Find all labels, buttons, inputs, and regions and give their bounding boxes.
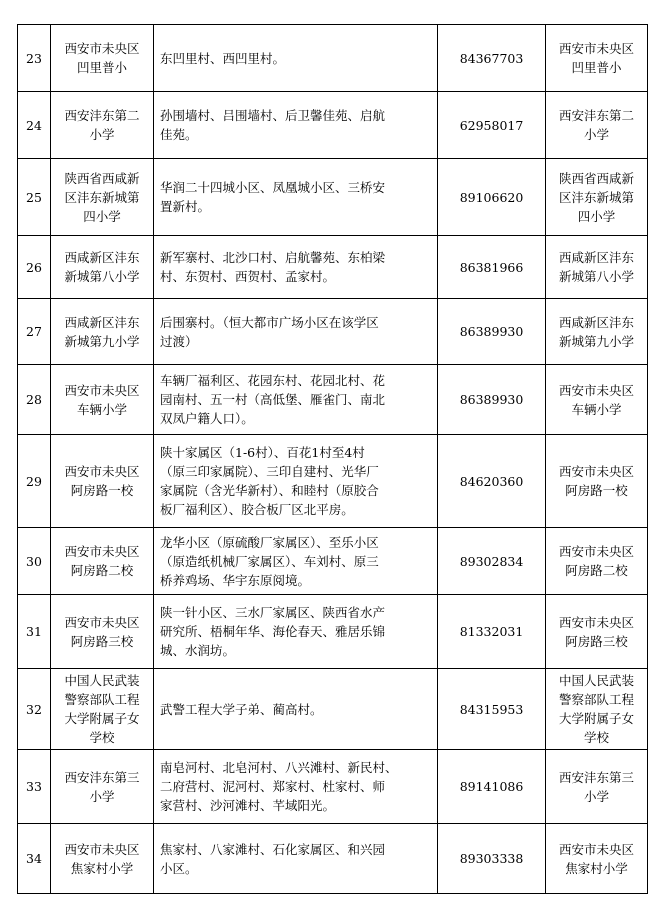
cell-line: 西安沣东第三 — [558, 769, 634, 785]
cell-line: 小学 — [583, 788, 609, 804]
cell-line: 学校 — [583, 730, 609, 745]
school-name-repeat — [546, 528, 648, 595]
cell-line: 西咸新区沣东 — [558, 314, 634, 330]
cell-line: 小学 — [583, 127, 609, 142]
school-name — [51, 365, 154, 435]
school-district-table — [17, 24, 648, 894]
cell-line: 凹里普小 — [76, 60, 127, 75]
cell-line: 西安市未央区 — [64, 841, 140, 857]
phone-number: 62958017 — [438, 92, 546, 159]
row-number: 34 — [18, 824, 51, 894]
table-row — [18, 236, 648, 299]
phone-number: 84315953 — [438, 669, 546, 750]
cell-line: 阿房路一校 — [70, 483, 134, 498]
table-row — [18, 528, 648, 595]
enrollment-area — [154, 299, 438, 365]
cell-line: 城、水润坊。 — [160, 643, 236, 658]
row-number: 29 — [18, 435, 51, 528]
cell-line: 车辆厂福利区、花园东村、花园北村、花 — [160, 373, 386, 388]
cell-line: 阿房路一校 — [565, 483, 628, 498]
cell-line: 龙华小区（原硫酸厂家属区）、至乐小区 — [160, 534, 379, 550]
school-name-repeat — [546, 299, 648, 365]
cell-line: 阿房路三校 — [70, 633, 134, 649]
school-name-repeat — [546, 595, 648, 669]
school-name-repeat — [546, 25, 648, 92]
school-name-repeat — [546, 435, 648, 528]
cell-line: 孙围墙村、吕围墙村、后卫馨佳苑、启航 — [160, 108, 386, 123]
school-name — [51, 299, 154, 365]
cell-line: 南皂河村、北皂河村、八兴滩村、新民村、 — [160, 760, 398, 775]
school-name-repeat — [546, 236, 648, 299]
cell-line: 西安市未央区 — [64, 382, 140, 398]
cell-line: 阿房路三校 — [565, 633, 628, 649]
phone-number: 89141086 — [438, 750, 546, 824]
cell-line: 陕一针小区、三水厂家属区、陕西省水产 — [160, 605, 386, 620]
cell-line: 二府营村、泥河村、郑家村、杜家村、师 — [160, 779, 386, 794]
cell-line: 小区。 — [160, 860, 198, 876]
cell-line: 区沣东新城第 — [558, 189, 634, 205]
phone-number: 81332031 — [438, 595, 546, 669]
cell-line: 双凤户籍人口）。 — [160, 411, 254, 426]
cell-line: 西咸新区沣东 — [64, 314, 140, 330]
enrollment-area — [154, 92, 438, 159]
school-name-repeat — [546, 159, 648, 236]
cell-line: 警察部队工程 — [558, 692, 634, 707]
school-name — [51, 25, 154, 92]
cell-line: 西安市未央区 — [558, 614, 634, 630]
table-row — [18, 669, 648, 750]
cell-line: 凹里普小 — [571, 60, 622, 75]
cell-line: 四小学 — [83, 208, 121, 224]
table-row — [18, 595, 648, 669]
cell-line: 园南村、五一村（高低堡、雁雀门、南北 — [160, 392, 386, 407]
school-name — [51, 750, 154, 824]
cell-line: 四小学 — [577, 208, 616, 224]
cell-line: 佳苑。 — [160, 127, 198, 142]
school-name — [51, 669, 154, 750]
table-row — [18, 159, 648, 236]
table-row — [18, 824, 648, 894]
cell-line: 中国人民武装 — [64, 673, 140, 688]
phone-number: 89302834 — [438, 528, 546, 595]
cell-line: 后围寨村。（恒大都市广场小区在该学区 — [160, 314, 379, 330]
cell-line: 家属院（含光华新村）、和睦村（原胶合 — [160, 483, 379, 498]
cell-line: 陕西省西咸新 — [558, 170, 634, 186]
school-name — [51, 236, 154, 299]
row-number: 26 — [18, 236, 51, 299]
cell-line: 大学附属子女 — [558, 711, 634, 726]
table-row — [18, 92, 648, 159]
cell-line: 研究所、梧桐年华、海伦春天、雅居乐锦 — [160, 624, 386, 639]
cell-line: 西安市未央区 — [558, 841, 634, 857]
cell-line: 村、东贺村、西贺村、孟家村。 — [160, 269, 336, 284]
cell-line: 阿房路二校 — [565, 563, 628, 578]
cell-line: 西安市未央区 — [558, 544, 634, 559]
enrollment-area — [154, 528, 438, 595]
cell-line: 西安沣东第三 — [64, 769, 140, 785]
cell-line: 西安市未央区 — [64, 41, 140, 56]
cell-line: 焦家村、八家滩村、石化家属区、和兴园 — [160, 841, 386, 857]
cell-line: 西安市未央区 — [64, 614, 140, 630]
enrollment-area — [154, 595, 438, 669]
cell-line: 大学附属子女 — [64, 711, 140, 726]
cell-line: 焦家村小学 — [70, 860, 134, 876]
table-row — [18, 750, 648, 824]
cell-line: 华润二十四城小区、凤凰城小区、三桥安 — [160, 180, 386, 195]
cell-line: 武警工程大学子弟、蔺高村。 — [160, 701, 323, 717]
school-name — [51, 528, 154, 595]
phone-number: 84620360 — [438, 435, 546, 528]
phone-number: 84367703 — [438, 25, 546, 92]
table-row — [18, 299, 648, 365]
row-number: 33 — [18, 750, 51, 824]
cell-line: 阿房路二校 — [70, 563, 134, 578]
enrollment-area — [154, 435, 438, 528]
cell-line: 西安市未央区 — [64, 464, 140, 479]
cell-line: 西安市未央区 — [558, 382, 634, 398]
table-row — [18, 435, 648, 528]
cell-line: 西安市未央区 — [558, 41, 634, 56]
cell-line: 车辆小学 — [571, 401, 622, 417]
phone-number: 86389930 — [438, 299, 546, 365]
row-number: 23 — [18, 25, 51, 92]
cell-line: 过渡） — [160, 333, 198, 349]
phone-number: 89303338 — [438, 824, 546, 894]
school-name — [51, 92, 154, 159]
cell-line: 焦家村小学 — [565, 860, 628, 876]
row-number: 27 — [18, 299, 51, 365]
school-name-repeat — [546, 824, 648, 894]
table-body — [18, 25, 648, 894]
table-row — [18, 365, 648, 435]
cell-line: 家营村、沙河滩村、芊域阳光。 — [160, 798, 336, 813]
row-number: 24 — [18, 92, 51, 159]
cell-line: 小学 — [89, 127, 115, 142]
enrollment-area — [154, 159, 438, 236]
cell-line: （原三印家属院）、三印自建村、光华厂 — [160, 464, 379, 479]
cell-line: 板厂福利区）、胶合板厂区北平房。 — [160, 502, 354, 517]
cell-line: 新城第九小学 — [558, 333, 634, 349]
cell-line: 东凹里村、西凹里村。 — [160, 50, 286, 66]
phone-number: 86381966 — [438, 236, 546, 299]
row-number: 30 — [18, 528, 51, 595]
school-name — [51, 159, 154, 236]
cell-line: 西咸新区沣东 — [558, 250, 634, 265]
row-number: 31 — [18, 595, 51, 669]
cell-line: 西安沣东第二 — [64, 108, 140, 123]
cell-line: 置新村。 — [160, 199, 211, 214]
cell-line: 西咸新区沣东 — [64, 250, 140, 265]
table-row — [18, 25, 648, 92]
cell-line: 陕西省西咸新 — [64, 170, 140, 186]
cell-line: 新城第八小学 — [558, 269, 634, 284]
phone-number: 89106620 — [438, 159, 546, 236]
row-number: 28 — [18, 365, 51, 435]
cell-line: 新军寨村、北沙口村、启航馨苑、东柏梁 — [160, 250, 386, 265]
enrollment-area — [154, 750, 438, 824]
enrollment-area — [154, 25, 438, 92]
enrollment-area — [154, 824, 438, 894]
phone-number: 86389930 — [438, 365, 546, 435]
enrollment-area — [154, 236, 438, 299]
cell-line: 西安沣东第二 — [558, 108, 634, 123]
school-name — [51, 824, 154, 894]
cell-line: 警察部队工程 — [64, 692, 140, 707]
cell-line: 新城第八小学 — [64, 269, 140, 284]
cell-line: 学校 — [89, 730, 115, 745]
school-name-repeat — [546, 365, 648, 435]
school-name-repeat — [546, 92, 648, 159]
cell-line: 车辆小学 — [76, 401, 127, 417]
cell-line: 西安市未央区 — [64, 544, 140, 559]
cell-line: 小学 — [89, 788, 115, 804]
enrollment-area — [154, 365, 438, 435]
school-name — [51, 435, 154, 528]
cell-line: （原造纸机械厂家属区）、车刘村、原三 — [160, 553, 379, 569]
cell-line: 区沣东新城第 — [64, 189, 140, 205]
cell-line: 陕十家属区（1-6村）、百花1村至4村 — [160, 445, 365, 460]
row-number: 25 — [18, 159, 51, 236]
row-number: 32 — [18, 669, 51, 750]
school-name-repeat — [546, 669, 648, 750]
school-name-repeat — [546, 750, 648, 824]
cell-line: 新城第九小学 — [64, 333, 140, 349]
school-name — [51, 595, 154, 669]
cell-line: 中国人民武装 — [558, 673, 634, 688]
cell-line: 西安市未央区 — [558, 464, 634, 479]
enrollment-area — [154, 669, 438, 750]
cell-line: 桥养鸡场、华宇东原阅境。 — [160, 572, 311, 588]
